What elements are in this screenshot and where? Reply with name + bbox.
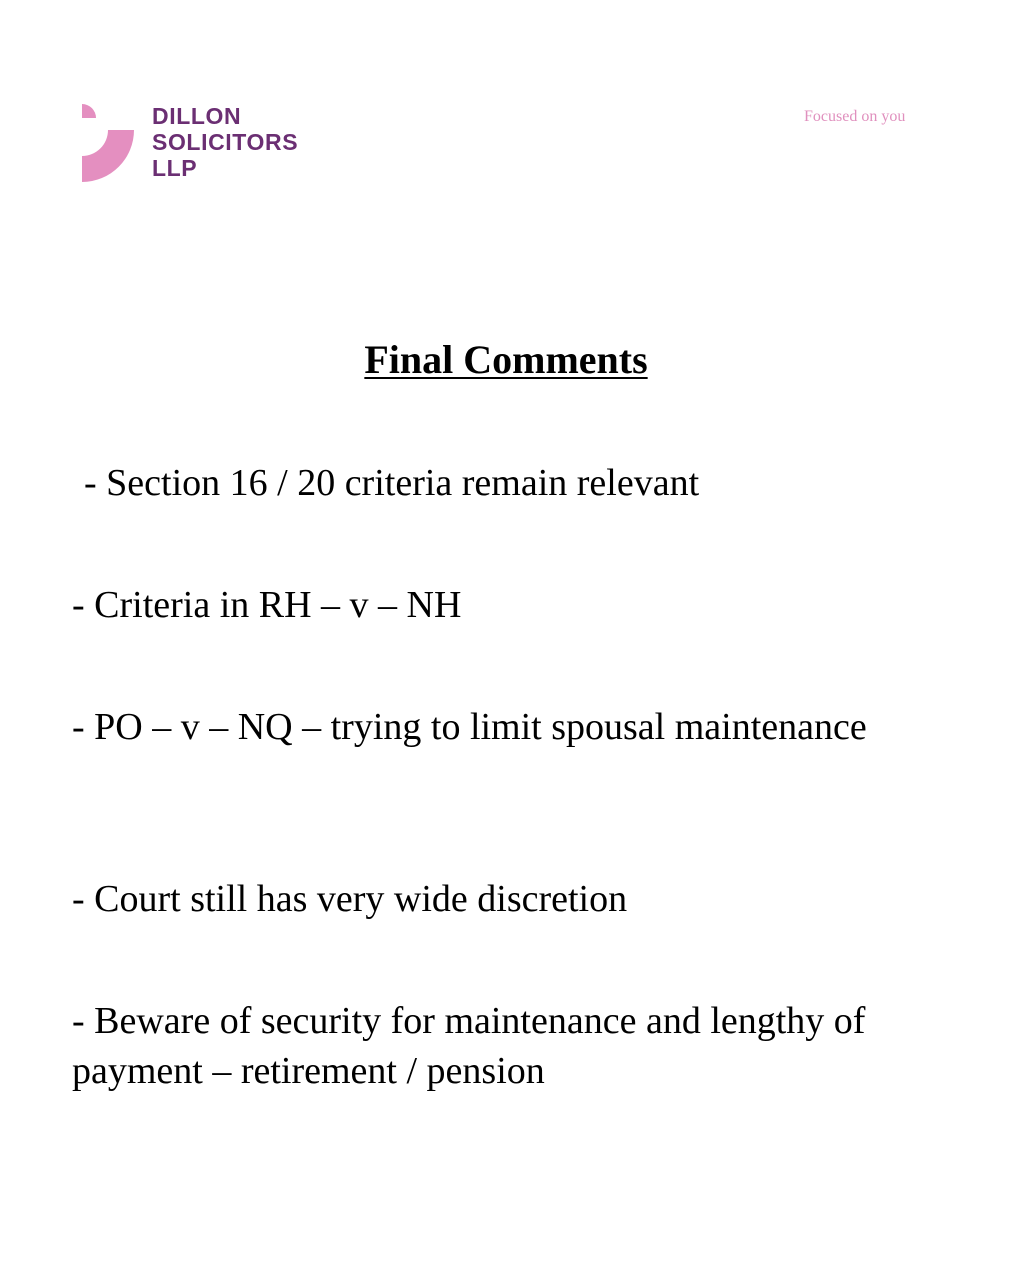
tagline: Focused on you [804,108,906,125]
bullet-item: - Court still has very wide discretion [72,878,628,920]
bullet-item: - Section 16 / 20 criteria remain relevant [84,462,700,504]
bullet-item: - Criteria in RH – v – NH [72,584,462,626]
logo-line-3: LLP [152,155,198,181]
logo-line-2: SOLICITORS [152,129,299,155]
logo-line-1: DILLON [152,103,242,129]
logo-mark-icon [82,104,136,182]
bullet-item: - Beware of security for maintenance and lengthy of payment – retirement / pension [72,1000,866,1092]
page-title: Final Comments [364,337,648,382]
logo-wordmark [152,103,298,181]
bullet-item: - PO – v – NQ – trying to limit spousal maintenance [72,706,867,748]
